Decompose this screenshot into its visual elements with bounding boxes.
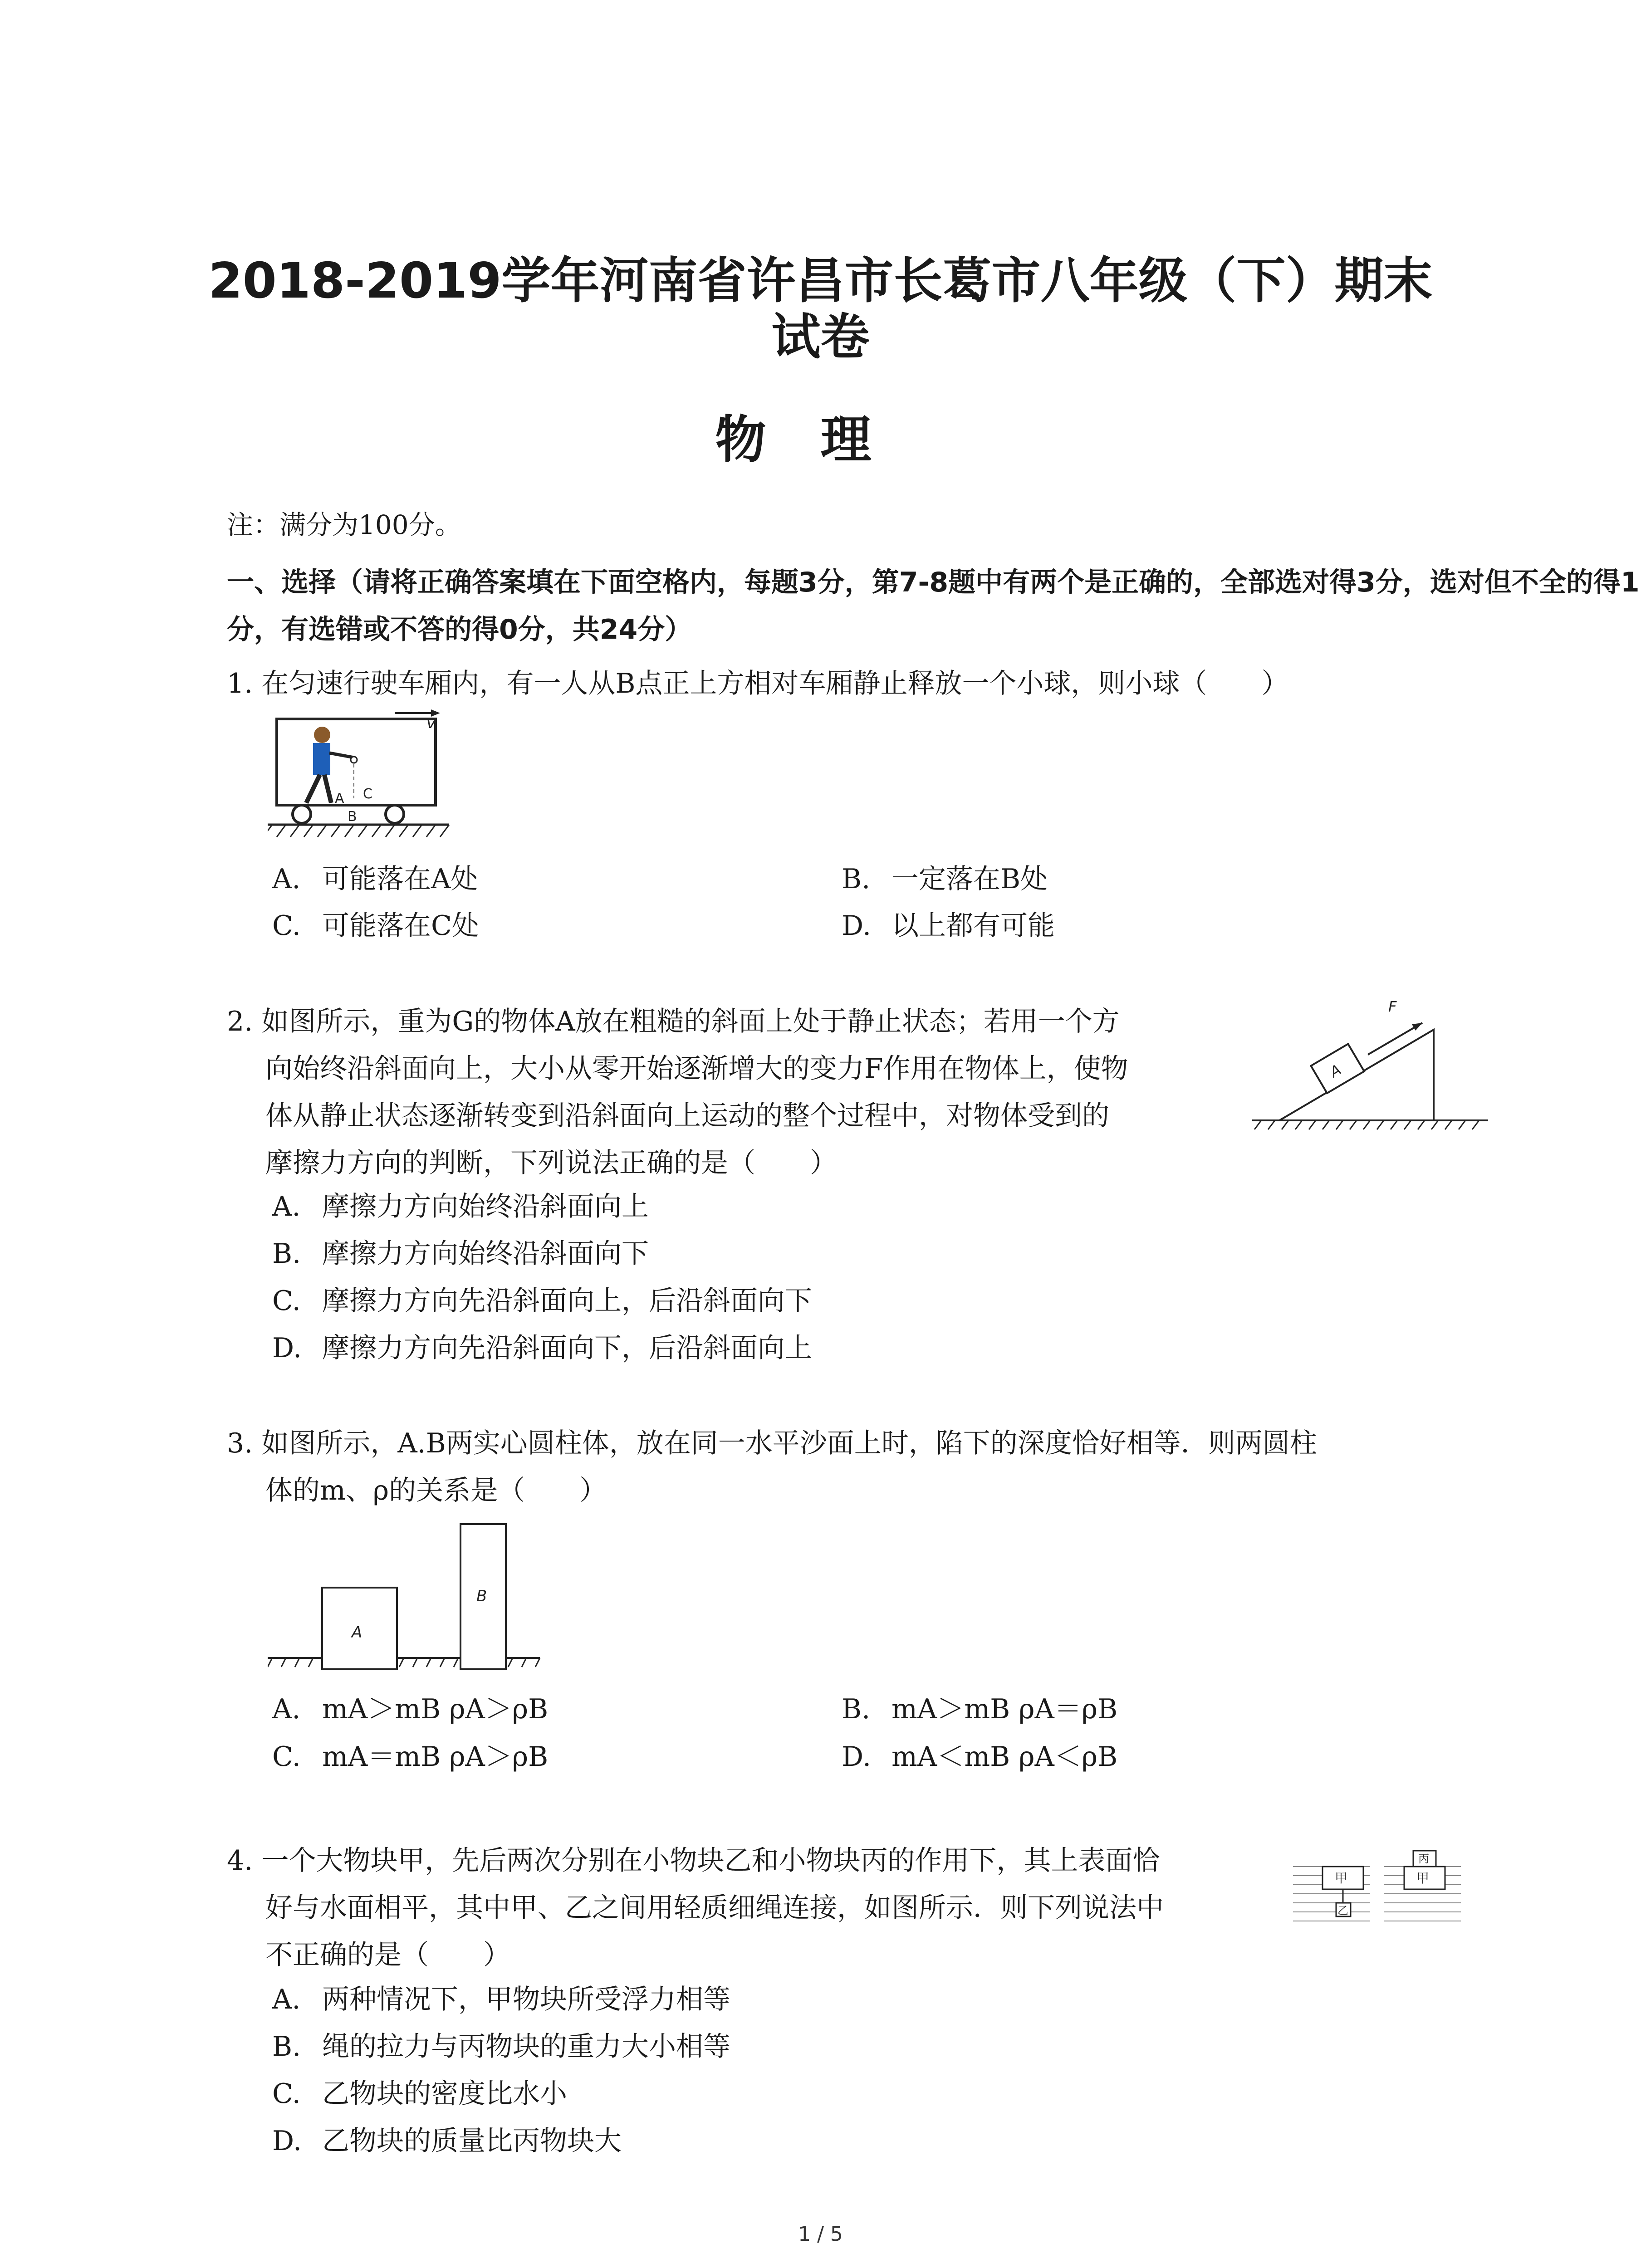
- block-a-label: A: [1327, 1061, 1344, 1081]
- block-jia-left-label: 甲: [1335, 1871, 1348, 1886]
- question-2-stem-line3: 体从静止状态逐渐转变到沿斜面向上运动的整个过程中，对物体受到的: [265, 1100, 1109, 1132]
- block-jia-right-label: 甲: [1416, 1871, 1430, 1886]
- question-2-option-b[interactable]: B. 摩擦力方向始终沿斜面向下: [272, 1238, 649, 1270]
- question-2-stem-line1: 2. 如图所示，重为G的物体A放在粗糙的斜面上处于静止状态；若用一个方: [227, 1006, 1120, 1037]
- point-C-label: C: [363, 786, 372, 802]
- velocity-label: v: [426, 714, 436, 732]
- question-1-figure: [268, 708, 458, 853]
- question-1-option-b[interactable]: B. 一定落在B处: [842, 863, 1048, 895]
- question-1-option-d[interactable]: D. 以上都有可能: [842, 910, 1055, 942]
- question-3-stem-line2: 体的m、ρ的关系是（ ）: [265, 1475, 607, 1506]
- subject-title: 物理: [715, 411, 926, 469]
- question-2-option-c[interactable]: C. 摩擦力方向先沿斜面向上，后沿斜面向下: [272, 1285, 812, 1317]
- section-heading: 一、选择（请将正确答案填在下面空格内，每题3分，第7-8题中有两个是正确的，全部选对得3分，选对但不全的得1分，有选错或不答的得0分，共24分）: [227, 567, 1640, 645]
- question-2-option-d[interactable]: D. 摩擦力方向先沿斜面向下，后沿斜面向上: [272, 1332, 812, 1364]
- cylinder-a-label: A: [352, 1623, 362, 1642]
- question-3-option-c[interactable]: C. mA＝mB ρA＞ρB: [272, 1741, 549, 1773]
- force-F-label: F: [1388, 998, 1397, 1015]
- block-yi-label: 乙: [1337, 1904, 1348, 1917]
- question-1-option-a[interactable]: A. 可能落在A处: [272, 863, 478, 895]
- page-title-line2: 试卷: [771, 309, 870, 366]
- point-A-label: A: [335, 791, 344, 807]
- question-1-option-c[interactable]: C. 可能落在C处: [272, 910, 479, 942]
- question-2-option-a[interactable]: A. 摩擦力方向始终沿斜面向上: [272, 1191, 649, 1222]
- question-3-option-b[interactable]: B. mA＞mB ρA＝ρB: [842, 1693, 1118, 1725]
- question-1-stem: 1. 在匀速行驶车厢内，有一人从B点正上方相对车厢静止释放一个小球，则小球（ ）: [227, 668, 1289, 699]
- question-4-option-a[interactable]: A. 两种情况下，甲物块所受浮力相等: [272, 1984, 730, 2015]
- question-2-stem-line4: 摩擦力方向的判断，下列说法正确的是（ ）: [265, 1147, 837, 1179]
- question-3-figure: [268, 1520, 549, 1683]
- question-4-figure: [1293, 1842, 1465, 1928]
- page-number: 1 / 5: [798, 2223, 843, 2246]
- page-title-line1: 2018-2019学年河南省许昌市长葛市八年级（下）期末: [208, 253, 1433, 309]
- question-4-option-c[interactable]: C. 乙物块的密度比水小: [272, 2078, 567, 2110]
- question-4-stem-line1: 4. 一个大物块甲，先后两次分别在小物块乙和小物块丙的作用下，其上表面恰: [227, 1845, 1160, 1877]
- question-3-stem-line1: 3. 如图所示，A.B两实心圆柱体，放在同一水平沙面上时，陷下的深度恰好相等．则两圆柱: [227, 1427, 1317, 1459]
- block-bing-label: 丙: [1418, 1853, 1429, 1865]
- cylinder-b-label: B: [476, 1587, 487, 1605]
- point-B-label: B: [348, 809, 357, 825]
- question-4-stem-line2: 好与水面相平，其中甲、乙之间用轻质细绳连接，如图所示．则下列说法中: [265, 1892, 1164, 1924]
- question-4-option-d[interactable]: D. 乙物块的质量比丙物块大: [272, 2125, 622, 2157]
- question-3-option-d[interactable]: D. mA＜mB ρA＜ρB: [842, 1741, 1118, 1773]
- question-4-stem-line3: 不正确的是（ ）: [265, 1939, 510, 1971]
- question-2-stem-line2: 向始终沿斜面向上，大小从零开始逐渐增大的变力F作用在物体上，使物: [265, 1053, 1128, 1085]
- question-4-option-b[interactable]: B. 绳的拉力与丙物块的重力大小相等: [272, 2031, 730, 2063]
- question-2-figure: [1252, 989, 1506, 1143]
- score-note: 注：满分为100分。: [227, 509, 461, 540]
- question-3-option-a[interactable]: A. mA＞mB ρA＞ρB: [272, 1693, 549, 1725]
